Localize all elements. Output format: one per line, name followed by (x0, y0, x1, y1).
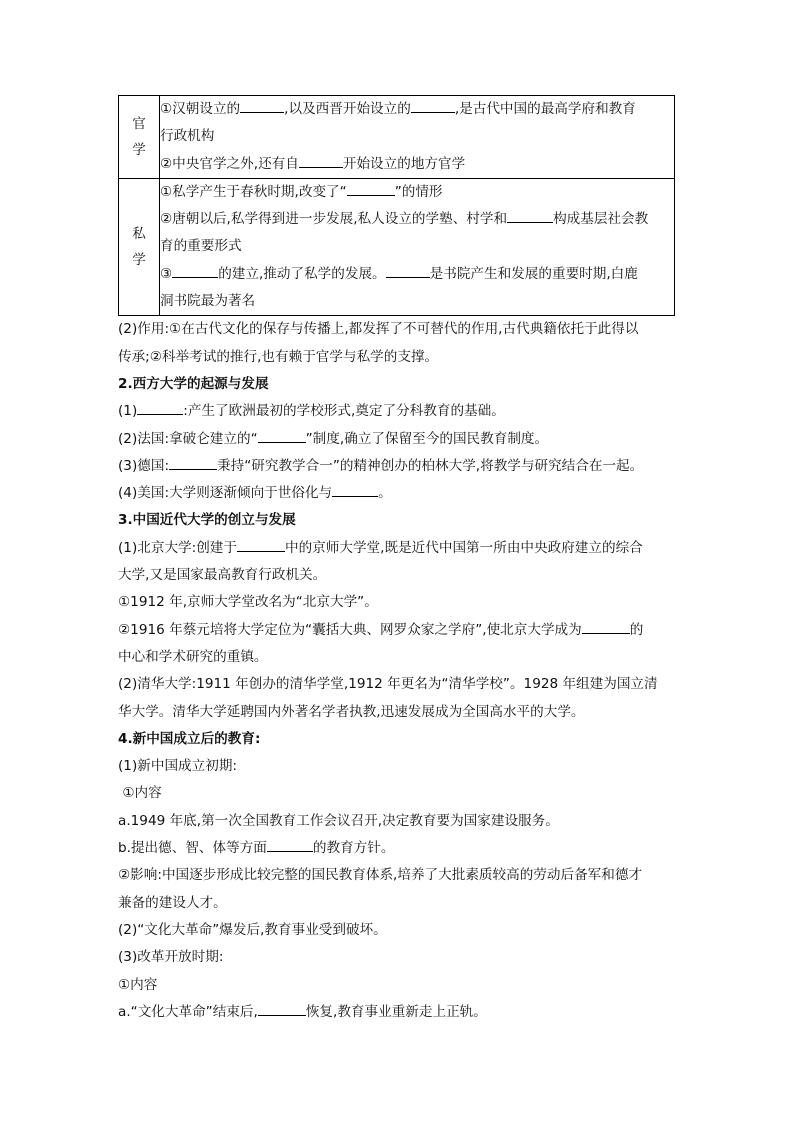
category-char: 官 (132, 115, 146, 132)
category-char: 学 (132, 141, 146, 158)
fill-blank[interactable] (240, 100, 284, 113)
paragraph-line: 中心和学术研究的重镇。 (118, 648, 268, 665)
paragraph-line: (2)清华大学:1911 年创办的清华学堂,1912 年更名为“清华学校”。1928 年组建为国立清 (118, 676, 658, 693)
fill-blank[interactable] (258, 1003, 306, 1016)
paragraph-line: (1) :产生了欧洲最初的学校形式,奠定了分科教育的基础。 (118, 403, 505, 420)
fill-blank[interactable] (507, 210, 553, 223)
table-row-private (119, 178, 675, 315)
table-line: ②中央官学之外,还有自 开始设立的地方官学 (160, 155, 466, 172)
document-page (118, 95, 678, 1026)
fill-blank[interactable] (237, 539, 285, 552)
fill-blank[interactable] (347, 183, 395, 196)
content-cell-official (160, 96, 675, 179)
paragraph-line: a.“文化大革命”结束后, 恢复,教育事业重新走上正轨。 (118, 1003, 487, 1020)
category-cell-official (119, 96, 160, 179)
function-line-2: 传承;②科举考试的推行,也有赖于官学与私学的支撑。 (118, 348, 439, 365)
paragraph-line: (1)新中国成立初期: (118, 758, 237, 775)
table-line: 育的重要形式 (160, 238, 242, 255)
paragraph-line: ①内容 (118, 976, 158, 993)
fill-blank[interactable] (137, 402, 183, 415)
table-line: ②唐朝以后,私学得到进一步发展,私人设立的学塾、村学和 构成基层社会教 (160, 211, 649, 228)
category-cell-private (119, 178, 160, 315)
paragraph-line: 华大学。清华大学延聘国内外著名学者执教,迅速发展成为全国高水平的大学。 (118, 703, 585, 720)
school-types-table (118, 95, 675, 316)
category-char: 私 (132, 226, 146, 243)
paragraph-line: (1)北京大学:创建于 中的京师大学堂,既是近代中国第一所由中央政府建立的综合 (118, 539, 643, 556)
paragraph-line: ①内容 (118, 785, 162, 802)
fill-blank[interactable] (172, 265, 218, 278)
table-line: ①汉朝设立的 ,以及西晋开始设立的 ,是古代中国的最高学府和教育 (160, 101, 636, 117)
paragraph-line: (4)美国:大学则逐渐倾向于世俗化与 。 (118, 485, 392, 502)
function-line-1: (2)作用:①在古代文化的保存与传播上,都发挥了不可替代的作用,古代典籍依托于此得以 (118, 321, 639, 338)
fill-blank[interactable] (169, 457, 217, 470)
fill-blank[interactable] (582, 621, 630, 634)
paragraph-line: b.提出德、智、体等方面 的教育方针。 (118, 840, 395, 857)
paragraph-line: (3)德国: 秉持“研究教学合一”的精神创办的柏林大学,将教学与研究结合在一起。 (118, 457, 644, 474)
table-row-official (119, 96, 675, 179)
fill-blank[interactable] (386, 265, 430, 278)
paragraph-line: ①1912 年,京师大学堂改名为“北京大学”。 (118, 594, 378, 611)
section-heading-4: 4.新中国成立后的教育: (118, 730, 261, 747)
paragraph-line: 大学,又是国家最高教育行政机关。 (118, 567, 327, 584)
paragraph-line: (2)“文化大革命”爆发后,教育事业受到破坏。 (118, 921, 387, 938)
paragraph-line: 兼备的建设人才。 (118, 894, 227, 911)
fill-blank[interactable] (299, 155, 343, 168)
category-char: 学 (132, 252, 146, 269)
content-cell-private (160, 178, 675, 315)
section-heading-2: 2.西方大学的起源与发展 (118, 375, 269, 392)
fill-blank[interactable] (258, 430, 306, 443)
paragraph-line: ②影响:中国逐步形成比较完整的国民教育体系,培养了大批素质较高的劳动后备军和德才 (118, 867, 643, 884)
table-line: ①私学产生于春秋时期,改变了“ ”的情形 (160, 183, 443, 200)
fill-blank[interactable] (332, 484, 378, 497)
paragraph-line: a.1949 年底,第一次全国教育工作会议召开,决定教育要为国家建设服务。 (118, 812, 559, 829)
paragraph-line: (2)法国:拿破仑建立的“ ”制度,确立了保留至今的国民教育制度。 (118, 430, 549, 447)
paragraph-line: (3)改革开放时期: (118, 949, 224, 966)
fill-blank[interactable] (411, 100, 455, 113)
paragraph-line: ②1916 年蔡元培将大学定位为“囊括大典、网罗众家之学府”,使北京大学成为 的 (118, 621, 644, 638)
table-line: ③ 的建立,推动了私学的发展。 是书院产生和发展的重要时期,白鹿 (160, 265, 638, 282)
table-line: 行政机构 (160, 128, 215, 145)
table-line: 洞书院最为著名 (160, 293, 256, 310)
section-heading-3: 3.中国近代大学的创立与发展 (118, 512, 296, 529)
fill-blank[interactable] (267, 839, 313, 852)
